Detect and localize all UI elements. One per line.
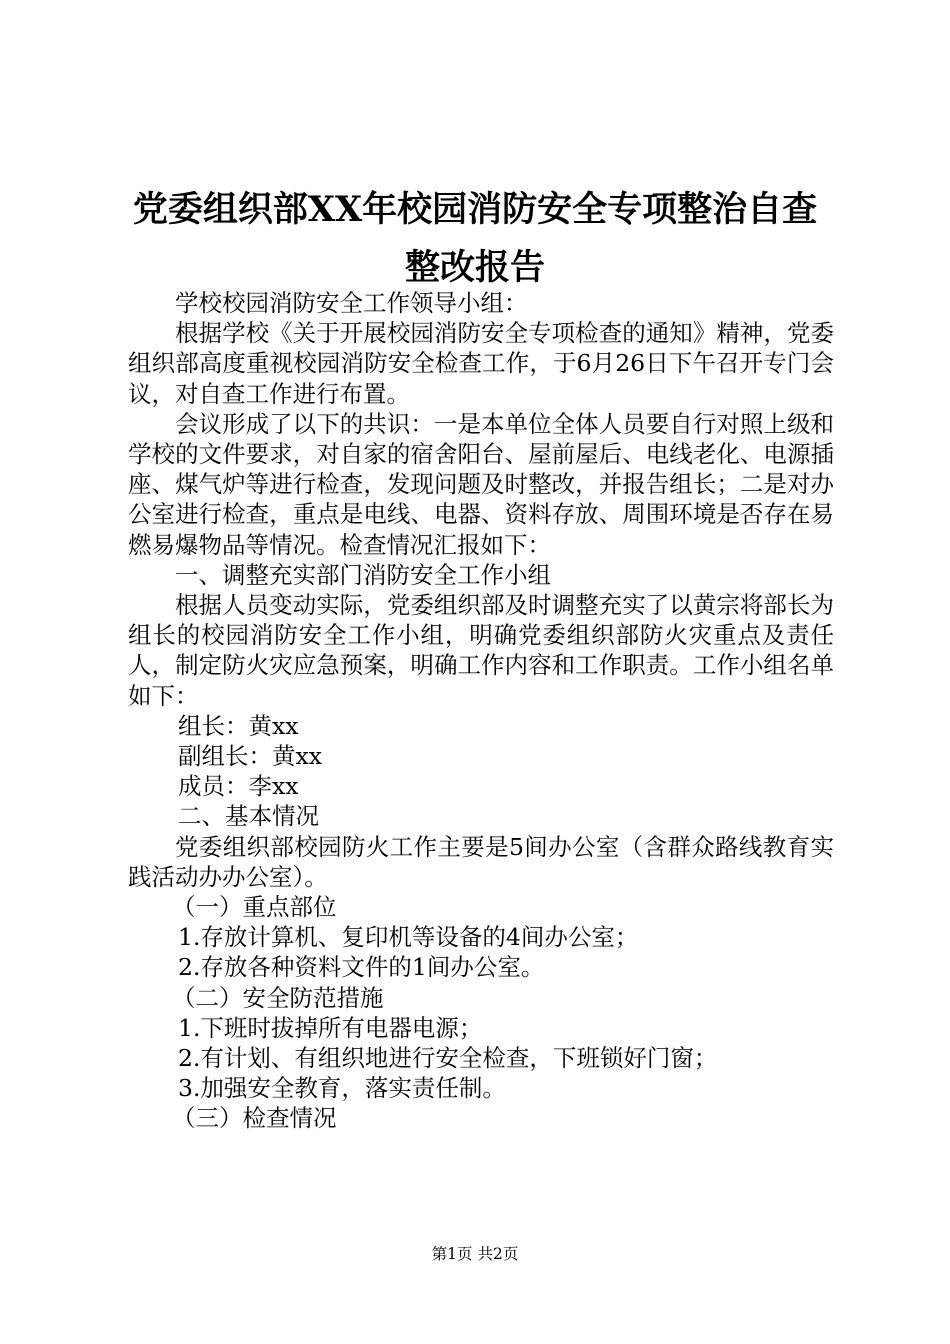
body-paragraph: 根据人员变动实际，党委组织部及时调整充实了以黄宗将部长为组长的校园消防安全工作小组，明确党委组织部防火灾重点及责任人，制定防火灾应急预案，明确工作内容和工作职责。工作小组名单如下： <box>128 591 834 710</box>
section-heading: 二、基本情况 <box>178 802 319 831</box>
list-item: 3.加强安全教育，落实责任制。 <box>178 1074 506 1103</box>
list-item: 1.下班时拔掉所有电器电源； <box>178 1013 483 1042</box>
subsection-heading: （一）重点部位 <box>172 893 337 922</box>
list-item: 1.存放计算机、复印机等设备的4间办公室； <box>178 923 639 952</box>
page-number: 第1页 共2页 <box>431 1245 519 1263</box>
list-item: 成员：李xx <box>178 772 299 801</box>
document-title-line-2: 整改报告 <box>404 247 545 288</box>
body-paragraph: 会议形成了以下的共识：一是本单位全体人员要自行对照上级和学校的文件要求，对自家的宿舍阳台、屋前屋后、电线老化、电源插座、煤气炉等进行检查，发现问题及时整改，并报告组长；二是对办公室进行检查，重点是电线、电器、资料存放、周围环境是否存在易燃易爆物品等情况。检查情况汇报如下： <box>128 409 834 559</box>
body-paragraph: 党委组织部校园防火工作主要是5间办公室（含群众路线教育实践活动办办公室）。 <box>128 832 834 891</box>
subsection-heading: （二）安全防范措施 <box>172 983 384 1012</box>
list-item: 副组长：黄xx <box>178 742 323 771</box>
body-paragraph: 根据学校《关于开展校园消防安全专项检查的通知》精神，党委组织部高度重视校园消防安全检查工作，于6月26日下午召开专门会议，对自查工作进行布置。 <box>128 319 834 408</box>
list-item: 2.有计划、有组织地进行安全检查，下班锁好门窗； <box>178 1044 718 1073</box>
subsection-heading: （三）检查情况 <box>172 1104 337 1133</box>
list-item: 2.存放各种资料文件的1间办公室。 <box>178 953 545 982</box>
document-title-line-1: 党委组织部XX年校园消防安全专项整治自查 <box>132 189 818 230</box>
list-item: 组长：黄xx <box>178 711 299 740</box>
document-body <box>128 288 834 1134</box>
salutation: 学校校园消防安全工作领导小组： <box>175 289 528 317</box>
section-heading: 一、调整充实部门消防安全工作小组 <box>175 560 551 589</box>
